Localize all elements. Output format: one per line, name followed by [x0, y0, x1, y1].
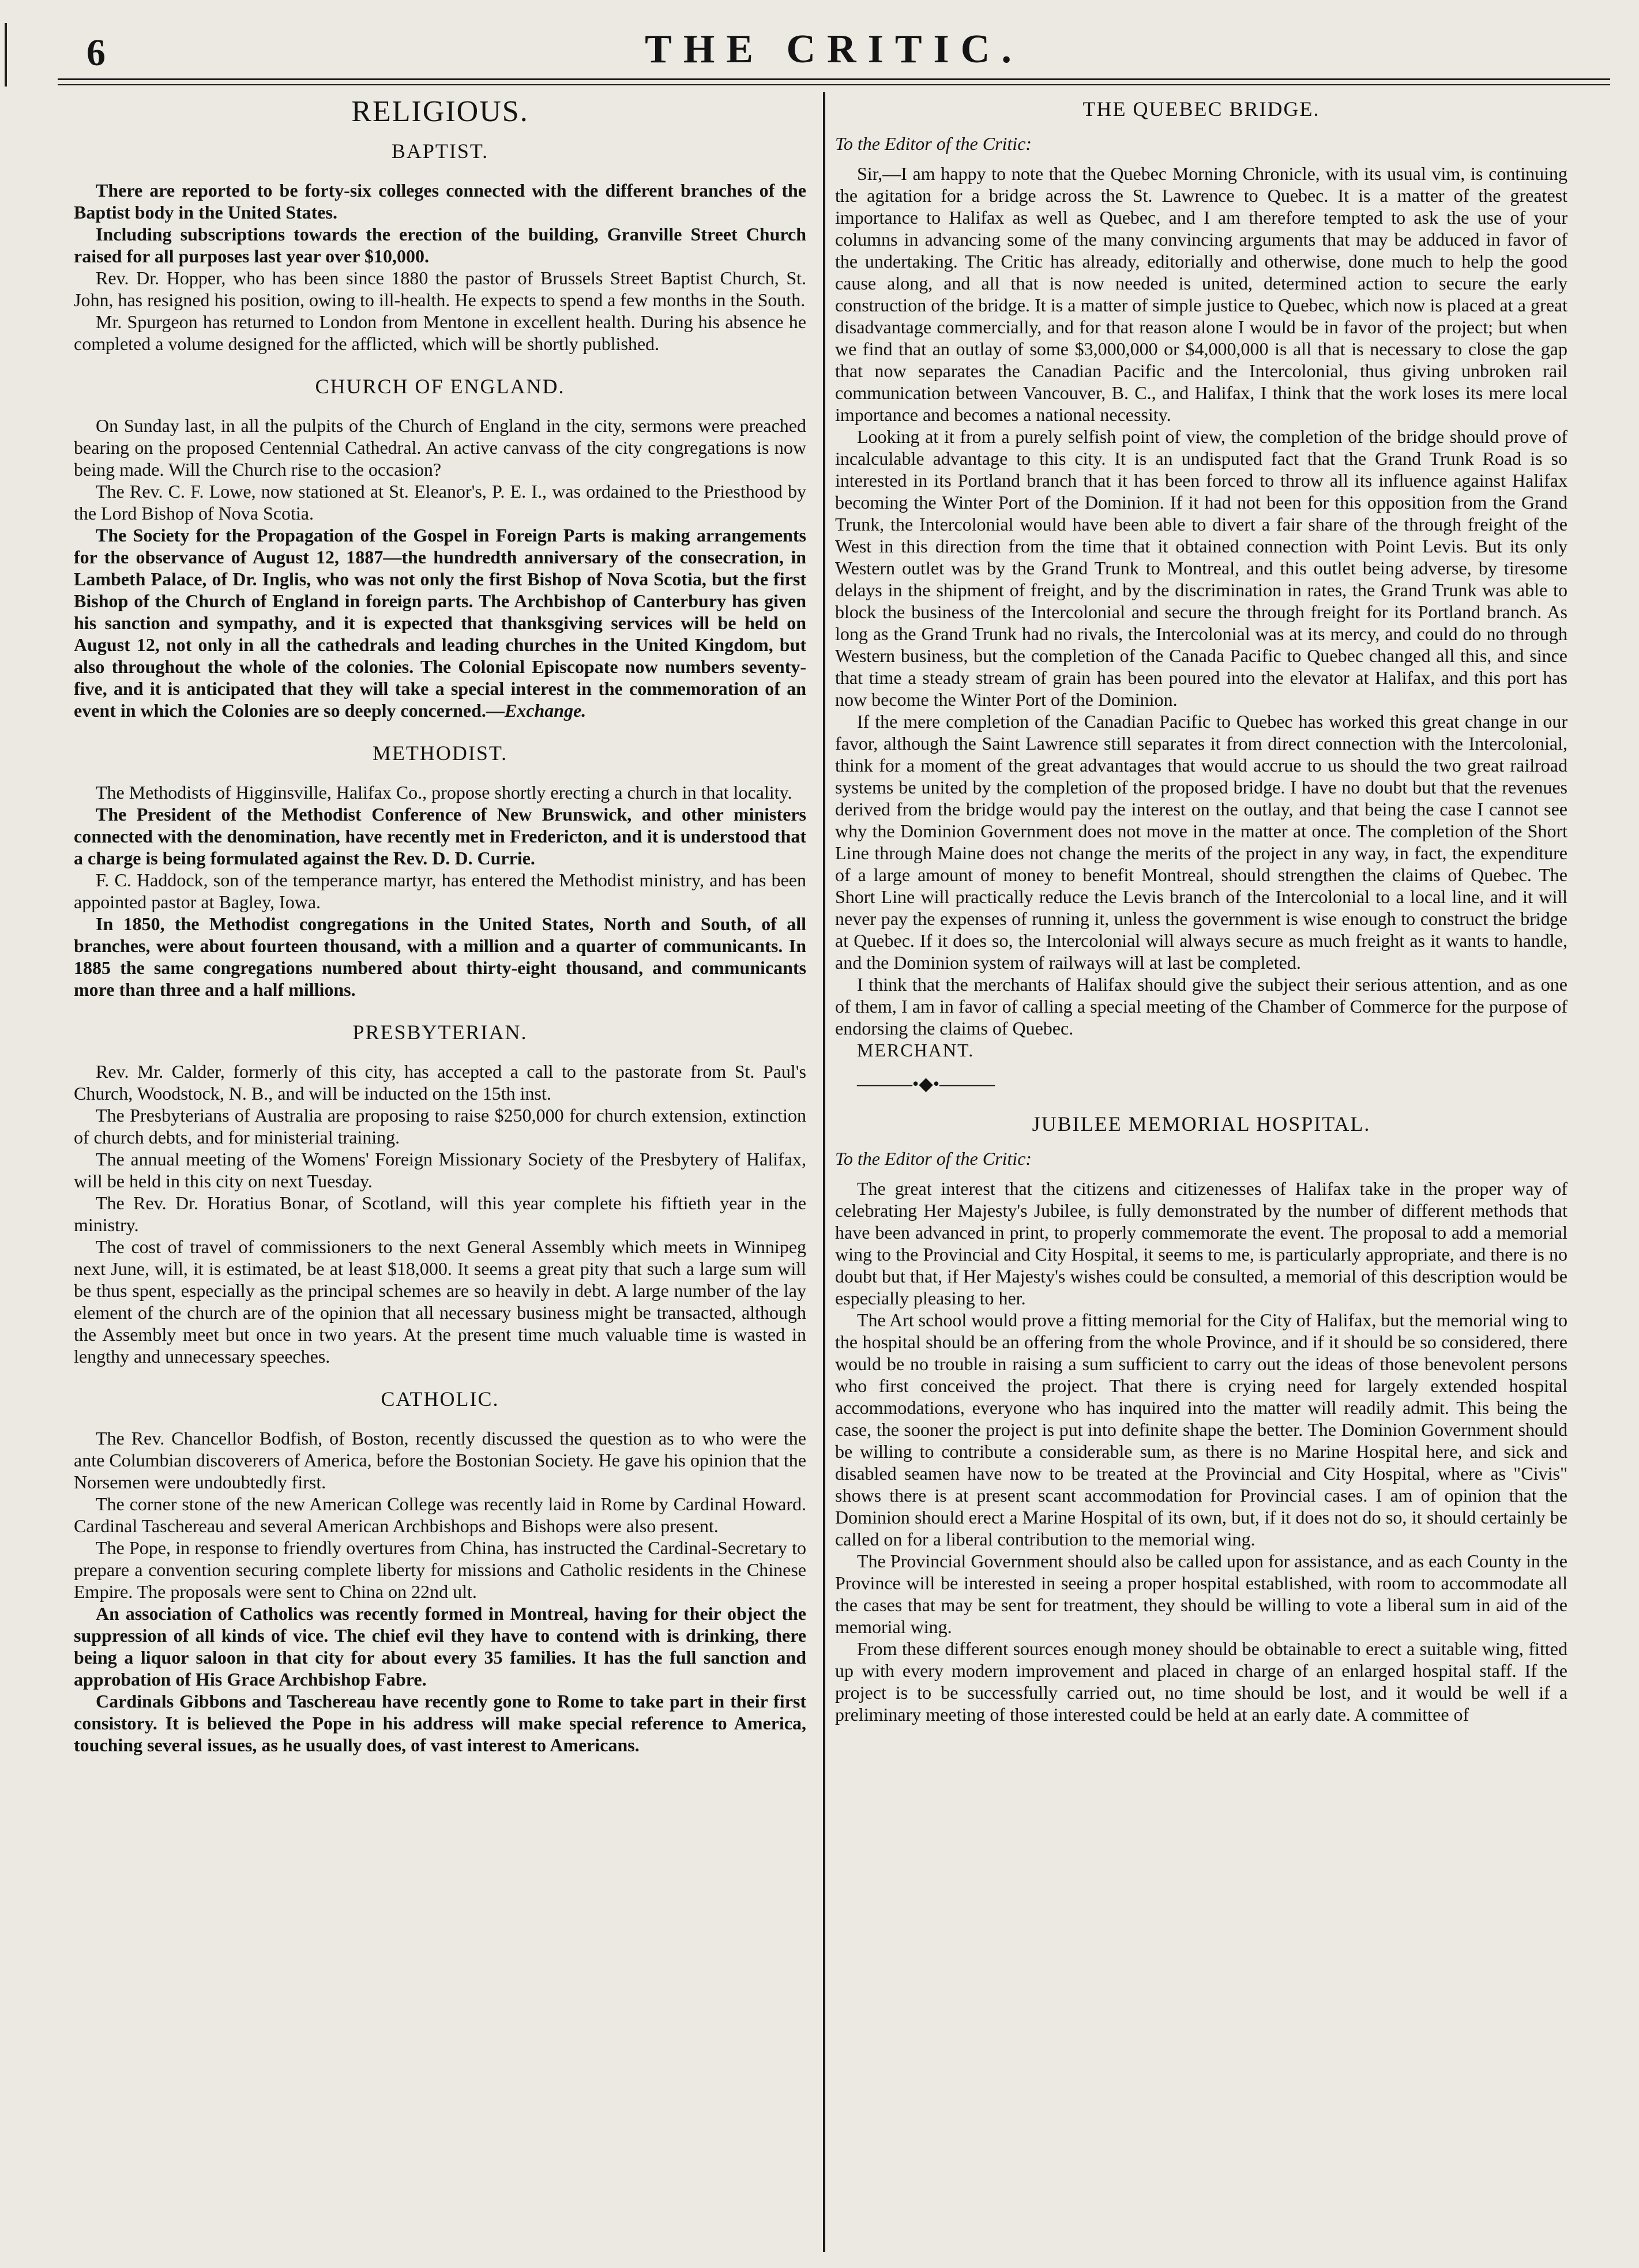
quebec-bridge-salutation: To the Editor of the Critic:	[835, 133, 1032, 154]
methodist-paragraph: F. C. Haddock, son of the temperance martyr, has entered the Methodist ministry, and has been appointed pastor at Bagley, Iowa.	[74, 870, 806, 912]
presbyterian-paragraph: The annual meeting of the Womens' Foreign Missionary Society of the Presbytery of Halifax, will be held in this city on next Tuesday.	[74, 1149, 806, 1191]
left-column	[74, 92, 806, 1756]
baptist-paragraph: Including subscriptions towards the erection of the building, Granville Street Church raised for all purposes last year over $10,000.	[74, 224, 806, 266]
page-header	[58, 23, 1610, 86]
header-rule	[58, 78, 1610, 80]
church-of-england-paragraph: The Rev. C. F. Lowe, now stationed at St. Eleanor's, P. E. I., was ordained to the Priesthood by the Lord Bishop of Nova Scotia.	[74, 481, 806, 524]
church-of-england-paragraph	[74, 524, 806, 721]
presbyterian-heading: PRESBYTERIAN.	[352, 1021, 528, 1044]
baptist-paragraph: Mr. Spurgeon has returned to London from Mentone in excellent health. During his absence he completed a volume designed for the afflicted, which will be shortly published.	[74, 311, 806, 354]
quebec-bridge-title: THE QUEBEC BRIDGE.	[1082, 97, 1320, 121]
methodist-paragraph: The Methodists of Higginsville, Halifax Co., propose shortly erecting a church in that locality.	[96, 782, 792, 803]
jubilee-hospital-salutation: To the Editor of the Critic:	[835, 1148, 1032, 1169]
church-of-england-paragraph: On Sunday last, in all the pulpits of the Church of England in the city, sermons were preached bearing on the proposed Centennial Cathedral. An active canvass of the city congregations is now being made. Will the Church rise to the occasion?	[74, 415, 806, 480]
margin-mark	[5, 23, 7, 86]
jubilee-hospital-paragraph: From these different sources enough money should be obtainable to erect a suitable wing, fitted up with every modern improvement and placed in charge of an enlarged hospital staff. If the project is to be successfully carried out, no time should be lost, and it would be well if a preliminary meeting of those interested could be held at an early date. A committee of	[835, 1638, 1567, 1725]
header-rule-thin	[58, 84, 1610, 85]
presbyterian-paragraph: The Presbyterians of Australia are proposing to raise $250,000 for church extension, extinction of church debts, and for ministerial training.	[74, 1105, 806, 1148]
baptist-heading: BAPTIST.	[391, 140, 489, 163]
presbyterian-paragraph: The Rev. Dr. Horatius Bonar, of Scotland, will this year complete his fiftieth year in the ministry.	[74, 1193, 806, 1235]
methodist-paragraph: The President of the Methodist Conference of New Brunswick, and other ministers connected with the denomination, have recently met in Fredericton, and it is understood that a charge is being formulated against the Rev. D. D. Currie.	[74, 804, 806, 868]
presbyterian-paragraph: Rev. Mr. Calder, formerly of this city, has accepted a call to the pastorate from St. Paul's Church, Woodstock, N. B., and will be inducted on the 15th inst.	[74, 1061, 806, 1104]
religious-title: RELIGIOUS.	[351, 95, 529, 128]
church-of-england-heading: CHURCH OF ENGLAND.	[315, 375, 565, 398]
masthead-title: THE CRITIC.	[645, 27, 1023, 72]
section-ornament: ———•◆•———	[857, 1073, 995, 1094]
methodist-paragraph: In 1850, the Methodist congregations in the United States, North and South, of all branches, were about fourteen thousand, with a million and a quarter of communicants. In 1885 the same congregations numbered about thirty-eight thousand, and communicants more than three and a half millions.	[74, 913, 806, 1000]
jubilee-hospital-title: JUBILEE MEMORIAL HOSPITAL.	[1032, 1112, 1371, 1135]
methodist-heading: METHODIST.	[372, 742, 508, 765]
page-number: 6	[87, 32, 106, 74]
quebec-bridge-signature: MERCHANT.	[857, 1040, 975, 1060]
catholic-paragraph: An association of Catholics was recently formed in Montreal, having for their object the suppression of all kinds of vice. The chief evil they have to contend with is drinking, there being a liquor saloon in that city for about every 35 families. It has the full sanction and approbation of His Grace Archbishop Fabre.	[74, 1603, 806, 1690]
jubilee-hospital-paragraph: The great interest that the citizens and citizenesses of Halifax take in the proper way of celebrating Her Majesty's Jubilee, is fully demonstrated by the number of different methods that have been advanced in print, to properly commemorate the event. The proposal to add a memorial wing to the Provincial and City Hospital, it seems to me, is particularly appropriate, and there is no doubt but that, if Her Majesty's wishes could be consulted, a memorial of this description would be especially pleasing to her.	[835, 1178, 1567, 1308]
catholic-paragraph: The corner stone of the new American College was recently laid in Rome by Cardinal Howard. Cardinal Taschereau and several American Archbishops and Bishops were also present.	[74, 1494, 806, 1536]
catholic-paragraph: The Pope, in response to friendly overtures from China, has instructed the Cardinal-Secretary to prepare a convention securing complete liberty for missions and Catholic residents in the Chinese Empire. The proposals were sent to China on 22nd ult.	[74, 1537, 806, 1602]
quebec-bridge-paragraph: Looking at it from a purely selfish point of view, the completion of the bridge should prove of incalculable advantage to this city. It is an undisputed fact that the Grand Trunk Road is so interested in its Portland branch that it has been forced to throw all its influence against Halifax becoming the Winter Port of the Dominion. If it had not been for this opposition from the Grand Trunk, the Intercolonial would have been able to divert a fair share of the through freight of the West in this direction from the time that it obtained connection with Point Levis. But its only Western outlet was by the Grand Trunk to Montreal, and this outlet being adverse, by tiresome delays in the shipment of freight, and by the discrimination in rates, the Grand Trunk was able to block the business of the Intercolonial and secure the through freight for its Portland branch. As long as the Grand Trunk had no rivals, the Intercolonial was at its mercy, and could do no through Western business, but the completion of the Canada Pacific to Quebec changed all this, and since that time a steady stream of grain has been poured into the elevator at Halifax, and this port has now become the Winter Port of the Dominion.	[835, 426, 1567, 710]
jubilee-hospital-paragraph: The Provincial Government should also be called upon for assistance, and as each County in the Province will be interested in seeing a proper hospital established, with room to accommodate all the cases that may be sent for treatment, they should be willing to vote a liberal sum in aid of the memorial wing.	[835, 1551, 1567, 1637]
column-divider	[823, 92, 825, 2252]
catholic-paragraph: The Rev. Chancellor Bodfish, of Boston, recently discussed the question as to who were the ante Columbian discoverers of America, before the Bostonian Society. He gave his opinion that the Norsemen were undoubtedly first.	[74, 1428, 806, 1492]
exchange-credit: Exchange.	[504, 700, 587, 721]
baptist-paragraph: Rev. Dr. Hopper, who has been since 1880 the pastor of Brussels Street Baptist Church, St. John, has resigned his position, owing to ill-health. He expects to spend a few months in the South.	[74, 268, 806, 310]
catholic-heading: CATHOLIC.	[381, 1387, 499, 1411]
church-of-england-text: The Society for the Propagation of the Gospel in Foreign Parts is making arrangements for the observance of August 12, 1887—the hundredth anniversary of the consecration, in Lambeth Palace, of Dr. Inglis, who was not only the first Bishop of Nova Scotia, but the first Bishop of the Church of England in foreign parts. The Archbishop of Canterbury has given his sanction and sympathy, and it is expected that thanksgiving services will be held on August 12, not only in all the cathedrals and leading churches in the United Kingdom, but also throughout the whole of the colonies. The Colonial Episcopate now numbers seventy-five, and it is anticipated that they will take a special interest in the commemoration of an event in which the Colonies are so deeply concerned.—	[74, 525, 806, 721]
right-column	[835, 92, 1567, 1725]
jubilee-hospital-paragraph: The Art school would prove a fitting memorial for the City of Halifax, but the memorial wing to the hospital should be an offering from the whole Province, and if it should be so considered, there would be no trouble in raising a sum sufficient to carry out the ideas of those benevolent persons who first conceived the project. That there is crying need for largely extended hospital accommodations, everyone who has inquired into the matter will readily admit. This being the case, the sooner the project is put into definite shape the better. The Dominion Government should be willing to contribute a considerable sum, as there is no Marine Hospital here, and sick and disabled seamen have now to be treated at the Provincial and City Hospital, where as "Civis" shows there is at present scant accommodation for Provincial cases. I am of opinion that the Dominion should erect a Marine Hospital of its own, but, if it does not do so, it should certainly be called on for a liberal contribution to the memorial wing.	[835, 1310, 1567, 1549]
catholic-paragraph: Cardinals Gibbons and Taschereau have recently gone to Rome to take part in their first consistory. It is believed the Pope in his address will make special reference to America, touching several issues, as he usually does, of vast interest to Americans.	[74, 1691, 806, 1755]
baptist-paragraph: There are reported to be forty-six colleges connected with the different branches of the Baptist body in the United States.	[74, 180, 806, 223]
quebec-bridge-paragraph: I think that the merchants of Halifax should give the subject their serious attention, and as one of them, I am in favor of calling a special meeting of the Chamber of Commerce for the purpose of endorsing the claims of Quebec.	[835, 974, 1567, 1039]
quebec-bridge-paragraph: If the mere completion of the Canadian Pacific to Quebec has worked this great change in our favor, although the Saint Lawrence still separates it from direct connection with the Intercolonial, think for a moment of the great advantages that would accrue to us should the two great railroad systems be united by the completion of the proposed bridge. I have no doubt but that the revenues derived from the bridge would pay the interest on the outlay, and that being the case I cannot see why the Dominion Government does not move in the matter at once. The completion of the Short Line through Maine does not change the merits of the project in any way, in fact, the expenditure of a large amount of money to benefit Montreal, should strengthen the claims of Quebec. The Short Line will practically reduce the Levis branch of the Intercolonial to a local line, and it will never pay the expenses of running it, unless the government is wise enough to construct the bridge at Quebec. If it does so, the Intercolonial will always secure as much freight as it wants to handle, and the Dominion system of railways will at last be completed.	[835, 711, 1567, 973]
presbyterian-paragraph: The cost of travel of commissioners to the next General Assembly which meets in Winnipeg next June, will, it is estimated, be at least $18,000. It seems a great pity that such a large sum will be thus spent, especially as the principal schemes are so heavily in debt. A large number of the lay element of the church are of the opinion that all necessary business might be transacted, although the Assembly meet but once in two years. At the present time much valuable time is wasted in lengthy and unnecessary speeches.	[74, 1236, 806, 1367]
quebec-bridge-paragraph: Sir,—I am happy to note that the Quebec Morning Chronicle, with its usual vim, is continuing the agitation for a bridge across the St. Lawrence to Quebec. It is a matter of the greatest importance to Halifax as well as Quebec, and I am therefore tempted to ask the use of your columns in advancing some of the many convincing arguments that may be adduced in favor of the undertaking. The Critic has already, editorially and otherwise, done much to help the good cause along, and all that is now needed is united, determined action to secure the early construction of the bridge. It is a matter of simple justice to Quebec, which now is placed at a great disadvantage commercially, and for that reason alone I would be in favor of the project; but when we find that an outlay of some $3,000,000 or $4,000,000 is all that is necessary to close the gap that now separates the Canadian Pacific and the Intercolonial, thus giving unbroken rail communication between Vancouver, B. C., and Halifax, I think that the work loses its mere local importance and becomes a national necessity.	[835, 163, 1567, 425]
